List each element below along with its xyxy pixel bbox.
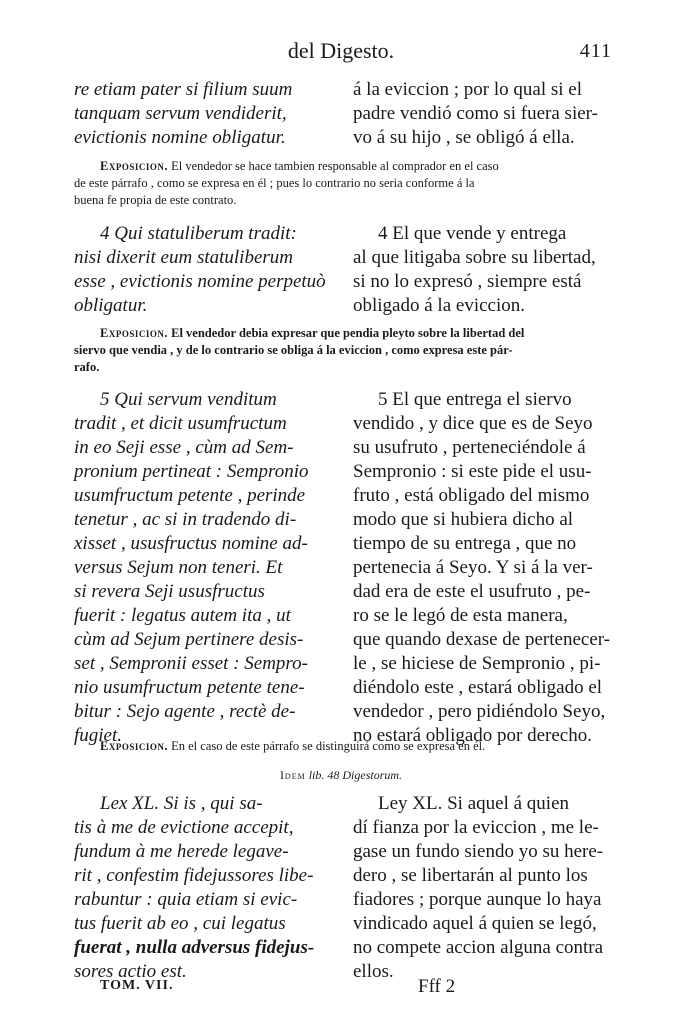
spanish-line: no estará obligado por derecho. [353, 725, 592, 746]
latin-line: tradit , et dicit usumfructum [74, 413, 287, 434]
spanish-line: modo que si hubiera dicho al [353, 509, 574, 530]
latin-line: si revera Seji ususfructus [74, 581, 265, 602]
exposition-line: En el caso de este párrafo se distinguirá como se expresa en él. [171, 739, 486, 753]
latin-line: evictionis nomine obligatur. [74, 127, 286, 148]
source-citation [0, 768, 682, 783]
exposition-line: buena fe propia de este contrato. [74, 193, 237, 207]
spanish-line: padre vendió como si fuera sier- [353, 103, 598, 124]
spanish-line: dero , se libertarán al punto los [353, 865, 588, 886]
latin-line: rabuntur : quia etiam si evic- [74, 889, 298, 910]
exposition-tag: Exposicion. [100, 739, 168, 753]
spanish-line: diéndolo este , estará obligado el [353, 677, 603, 698]
latin-line: tenetur , ac si in tradendo di- [74, 509, 297, 530]
exposition-line: de este párrafo , como se expresa en él ; pues lo contrario no seria conforme á la [74, 176, 475, 190]
latin-line [100, 792, 263, 816]
latin-line: usumfructum petente , perinde [74, 485, 306, 506]
latin-line: tus fuerit ab eo , cui legatus [74, 913, 286, 934]
spanish-line: 4 El que vende y entrega [378, 223, 567, 244]
spanish-line: Ley XL. Si aquel á quien [378, 793, 570, 814]
exposition-line: siervo que vendia , y de lo contrario se obliga á la eviccion , como expresa este pár- [74, 343, 513, 357]
spanish-line: á la eviccion ; por lo qual si el [353, 79, 582, 100]
source-work: Digestorum. [342, 768, 403, 782]
latin-line: pronium pertineat : Sempronio [74, 461, 309, 482]
exposition-line: rafo. [74, 360, 100, 374]
spanish-line: dad era de este el usufruto , pe- [353, 581, 591, 602]
spanish-line: tiempo de su entrega , que no [353, 533, 577, 554]
spanish-line: dí fianza por la eviccion , me le- [353, 817, 599, 838]
latin-line: xisset , ususfructus nomine ad- [74, 533, 308, 554]
latin-line: cùm ad Sejum pertinere desis- [74, 629, 304, 650]
spanish-line: obligado á la eviccion. [353, 295, 525, 316]
latin-line: fuerit : legatus autem ita , ut [74, 605, 291, 626]
latin-line: 4 Qui statuliberum tradit: [100, 223, 297, 244]
latin-line: fuerat , nulla adversus fidejus- [74, 937, 315, 958]
latin-line: nio usumfructum petente tene- [74, 677, 305, 698]
page-number: 411 [579, 40, 612, 62]
source-idem: Idem [279, 768, 306, 782]
latin-line: versus Sejum non teneri. Et [74, 557, 283, 578]
latin-line: in eo Seji esse , cùm ad Sem- [74, 437, 294, 458]
spanish-line: vendido , y dice que es de Seyo [353, 413, 593, 434]
latin-line: fugiet. [74, 725, 123, 746]
latin-line: bitur : Sejo agente , rectè de- [74, 701, 296, 722]
spanish-line: 5 El que entrega el siervo [378, 389, 572, 410]
latin-line: re etiam pater si filium suum [74, 79, 293, 100]
spanish-line: no compete accion alguna contra [353, 937, 604, 958]
latin-line: obligatur. [74, 295, 148, 316]
spanish-line: pertenecia á Seyo. Y si á la ver- [353, 557, 593, 578]
latin-line-text: Lex XL. Si is , qui sa- [100, 793, 263, 814]
exposition-tag: Exposicion. [100, 159, 168, 173]
spanish-line: vindicado aquel á quien se legó, [353, 913, 597, 934]
latin-line: 5 Qui servum venditum [100, 389, 277, 410]
spanish-line: le , se hiciese de Sempronio , pi- [353, 653, 601, 674]
spanish-line: ro se le legó de esta manera, [353, 605, 568, 626]
source-lib: lib. 48 [308, 768, 340, 782]
spanish-line: que quando dexase de pertenecer- [353, 629, 611, 650]
latin-line: set , Sempronii esset : Sempro- [74, 653, 308, 674]
exposition-note-3 [100, 738, 485, 754]
exposition-tag: Exposicion. [100, 326, 168, 340]
latin-line: sores actio est. [74, 961, 187, 982]
signature-mark: Fff 2 [418, 976, 456, 997]
latin-line: nisi dixerit eum statuliberum [74, 247, 294, 268]
latin-line: tis à me de evictione accepit, [74, 817, 294, 838]
spanish-line: al que litigaba sobre su libertad, [353, 247, 596, 268]
spanish-line: vendedor , pero pidiéndolo Seyo, [353, 701, 606, 722]
latin-line: tanquam servum vendiderit, [74, 103, 287, 124]
exposition-line: El vendedor debia expresar que pendia pleyto sobre la libertad del [171, 326, 525, 340]
spanish-line: fiadores ; porque aunque lo haya [353, 889, 602, 910]
exposition-line: El vendedor se hace tambien responsable al comprador en el caso [171, 159, 499, 173]
spanish-line: fruto , está obligado del mismo [353, 485, 590, 506]
spanish-line: su usufruto , perteneciéndole á [353, 437, 586, 458]
spanish-line: Sempronio : si este pide el usu- [353, 461, 592, 482]
running-header: del Digesto. [287, 38, 395, 63]
spanish-line: vo á su hijo , se obligó á ella. [353, 127, 575, 148]
volume-label: TOM. VII. [100, 978, 174, 993]
latin-line: esse , evictionis nomine perpetuò [74, 271, 326, 292]
spanish-line: si no lo expresó , siempre está [353, 271, 582, 292]
latin-line: fundum à me herede legave- [74, 841, 289, 862]
spanish-line: gase un fundo siendo yo su here- [353, 841, 604, 862]
spanish-line: ellos. [353, 961, 394, 982]
latin-line: rit , confestim fidejussores libe- [74, 865, 314, 886]
